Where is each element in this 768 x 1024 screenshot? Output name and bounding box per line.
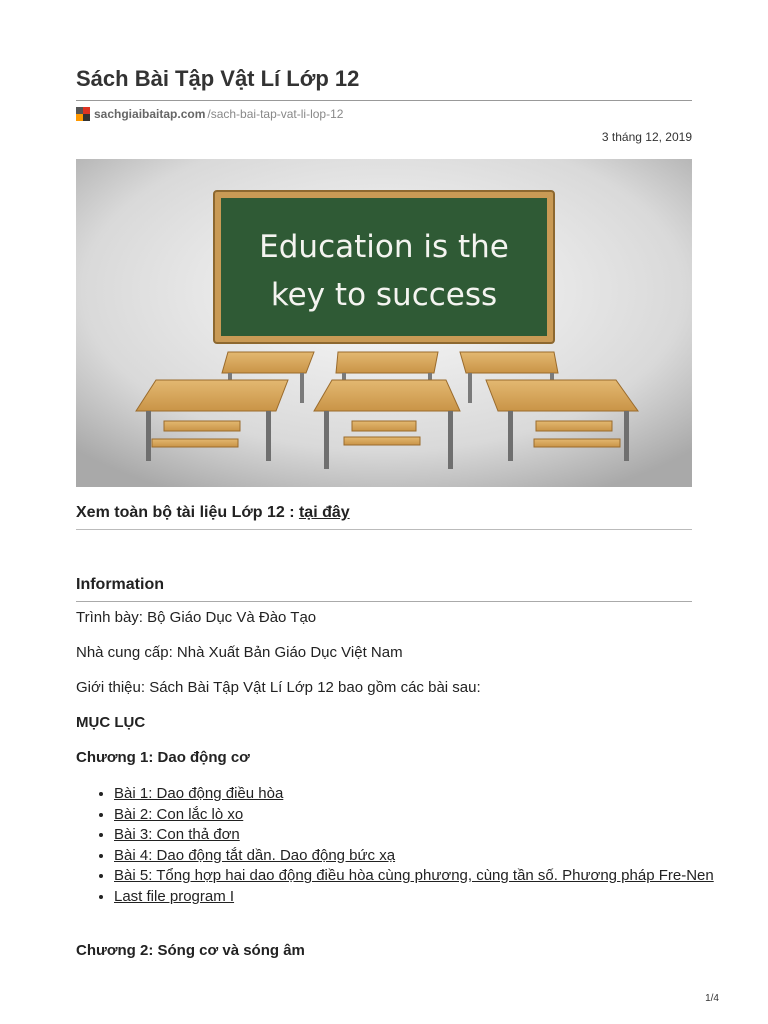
chalkboard-line-1: Education is the xyxy=(259,229,509,265)
section-divider xyxy=(76,529,692,530)
lesson-link[interactable]: Bài 3: Con thả đơn xyxy=(114,826,240,843)
publish-date: 3 tháng 12, 2019 xyxy=(601,130,692,144)
site-favicon-icon xyxy=(76,107,90,121)
chapter-1-title: Chương 1: Dao động cơ xyxy=(76,749,250,766)
source-domain-link[interactable]: sachgiaibaitap.com xyxy=(94,107,206,121)
list-item xyxy=(114,887,714,908)
see-all-prefix: Xem toàn bộ tài liệu Lớp 12 : xyxy=(76,504,299,521)
lesson-link[interactable]: Bài 2: Con lắc lò xo xyxy=(114,805,244,823)
provider-line: Nhà cung cấp: Nhà Xuất Bản Giáo Dục Việt Nam xyxy=(76,644,403,661)
page-title: Sách Bài Tập Vật Lí Lớp 12 xyxy=(76,66,360,91)
lesson-link[interactable]: Bài 4: Dao động tắt dần. Dao động bức xạ xyxy=(114,846,396,864)
lesson-link[interactable]: Last file program I xyxy=(114,887,235,905)
hero-image xyxy=(76,159,692,487)
chapter-1-lesson-list xyxy=(76,784,714,907)
chalkboard-line-2: key to success xyxy=(270,277,498,313)
list-item xyxy=(114,846,714,867)
chapter-2-title: Chương 2: Sóng cơ và sóng âm xyxy=(76,942,305,959)
title-divider xyxy=(76,100,692,101)
see-all-line xyxy=(76,504,350,522)
list-item xyxy=(114,784,714,805)
source-line xyxy=(76,107,343,121)
see-all-link[interactable]: tại đây xyxy=(298,504,350,521)
toc-heading: MỤC LỤC xyxy=(76,714,146,731)
list-item xyxy=(114,866,714,887)
lesson-link[interactable]: Bài 5: Tổng hợp hai dao động điều hòa cùng phương, cùng tần số. Phương pháp Fre-Nen xyxy=(114,867,714,884)
chalkboard-icon xyxy=(214,191,554,343)
list-item xyxy=(114,805,714,826)
source-path: /sach-bai-tap-vat-li-lop-12 xyxy=(207,107,344,121)
lesson-link[interactable]: Bài 1: Dao động điều hòa xyxy=(114,785,284,802)
information-heading: Information xyxy=(76,576,164,593)
information-divider xyxy=(76,601,692,602)
intro-line: Giới thiệu: Sách Bài Tập Vật Lí Lớp 12 bao gồm các bài sau: xyxy=(76,679,481,696)
presenter-line: Trình bày: Bộ Giáo Dục Và Đào Tạo xyxy=(76,609,317,626)
list-item xyxy=(114,825,714,846)
page-number: 1/4 xyxy=(705,993,719,1004)
